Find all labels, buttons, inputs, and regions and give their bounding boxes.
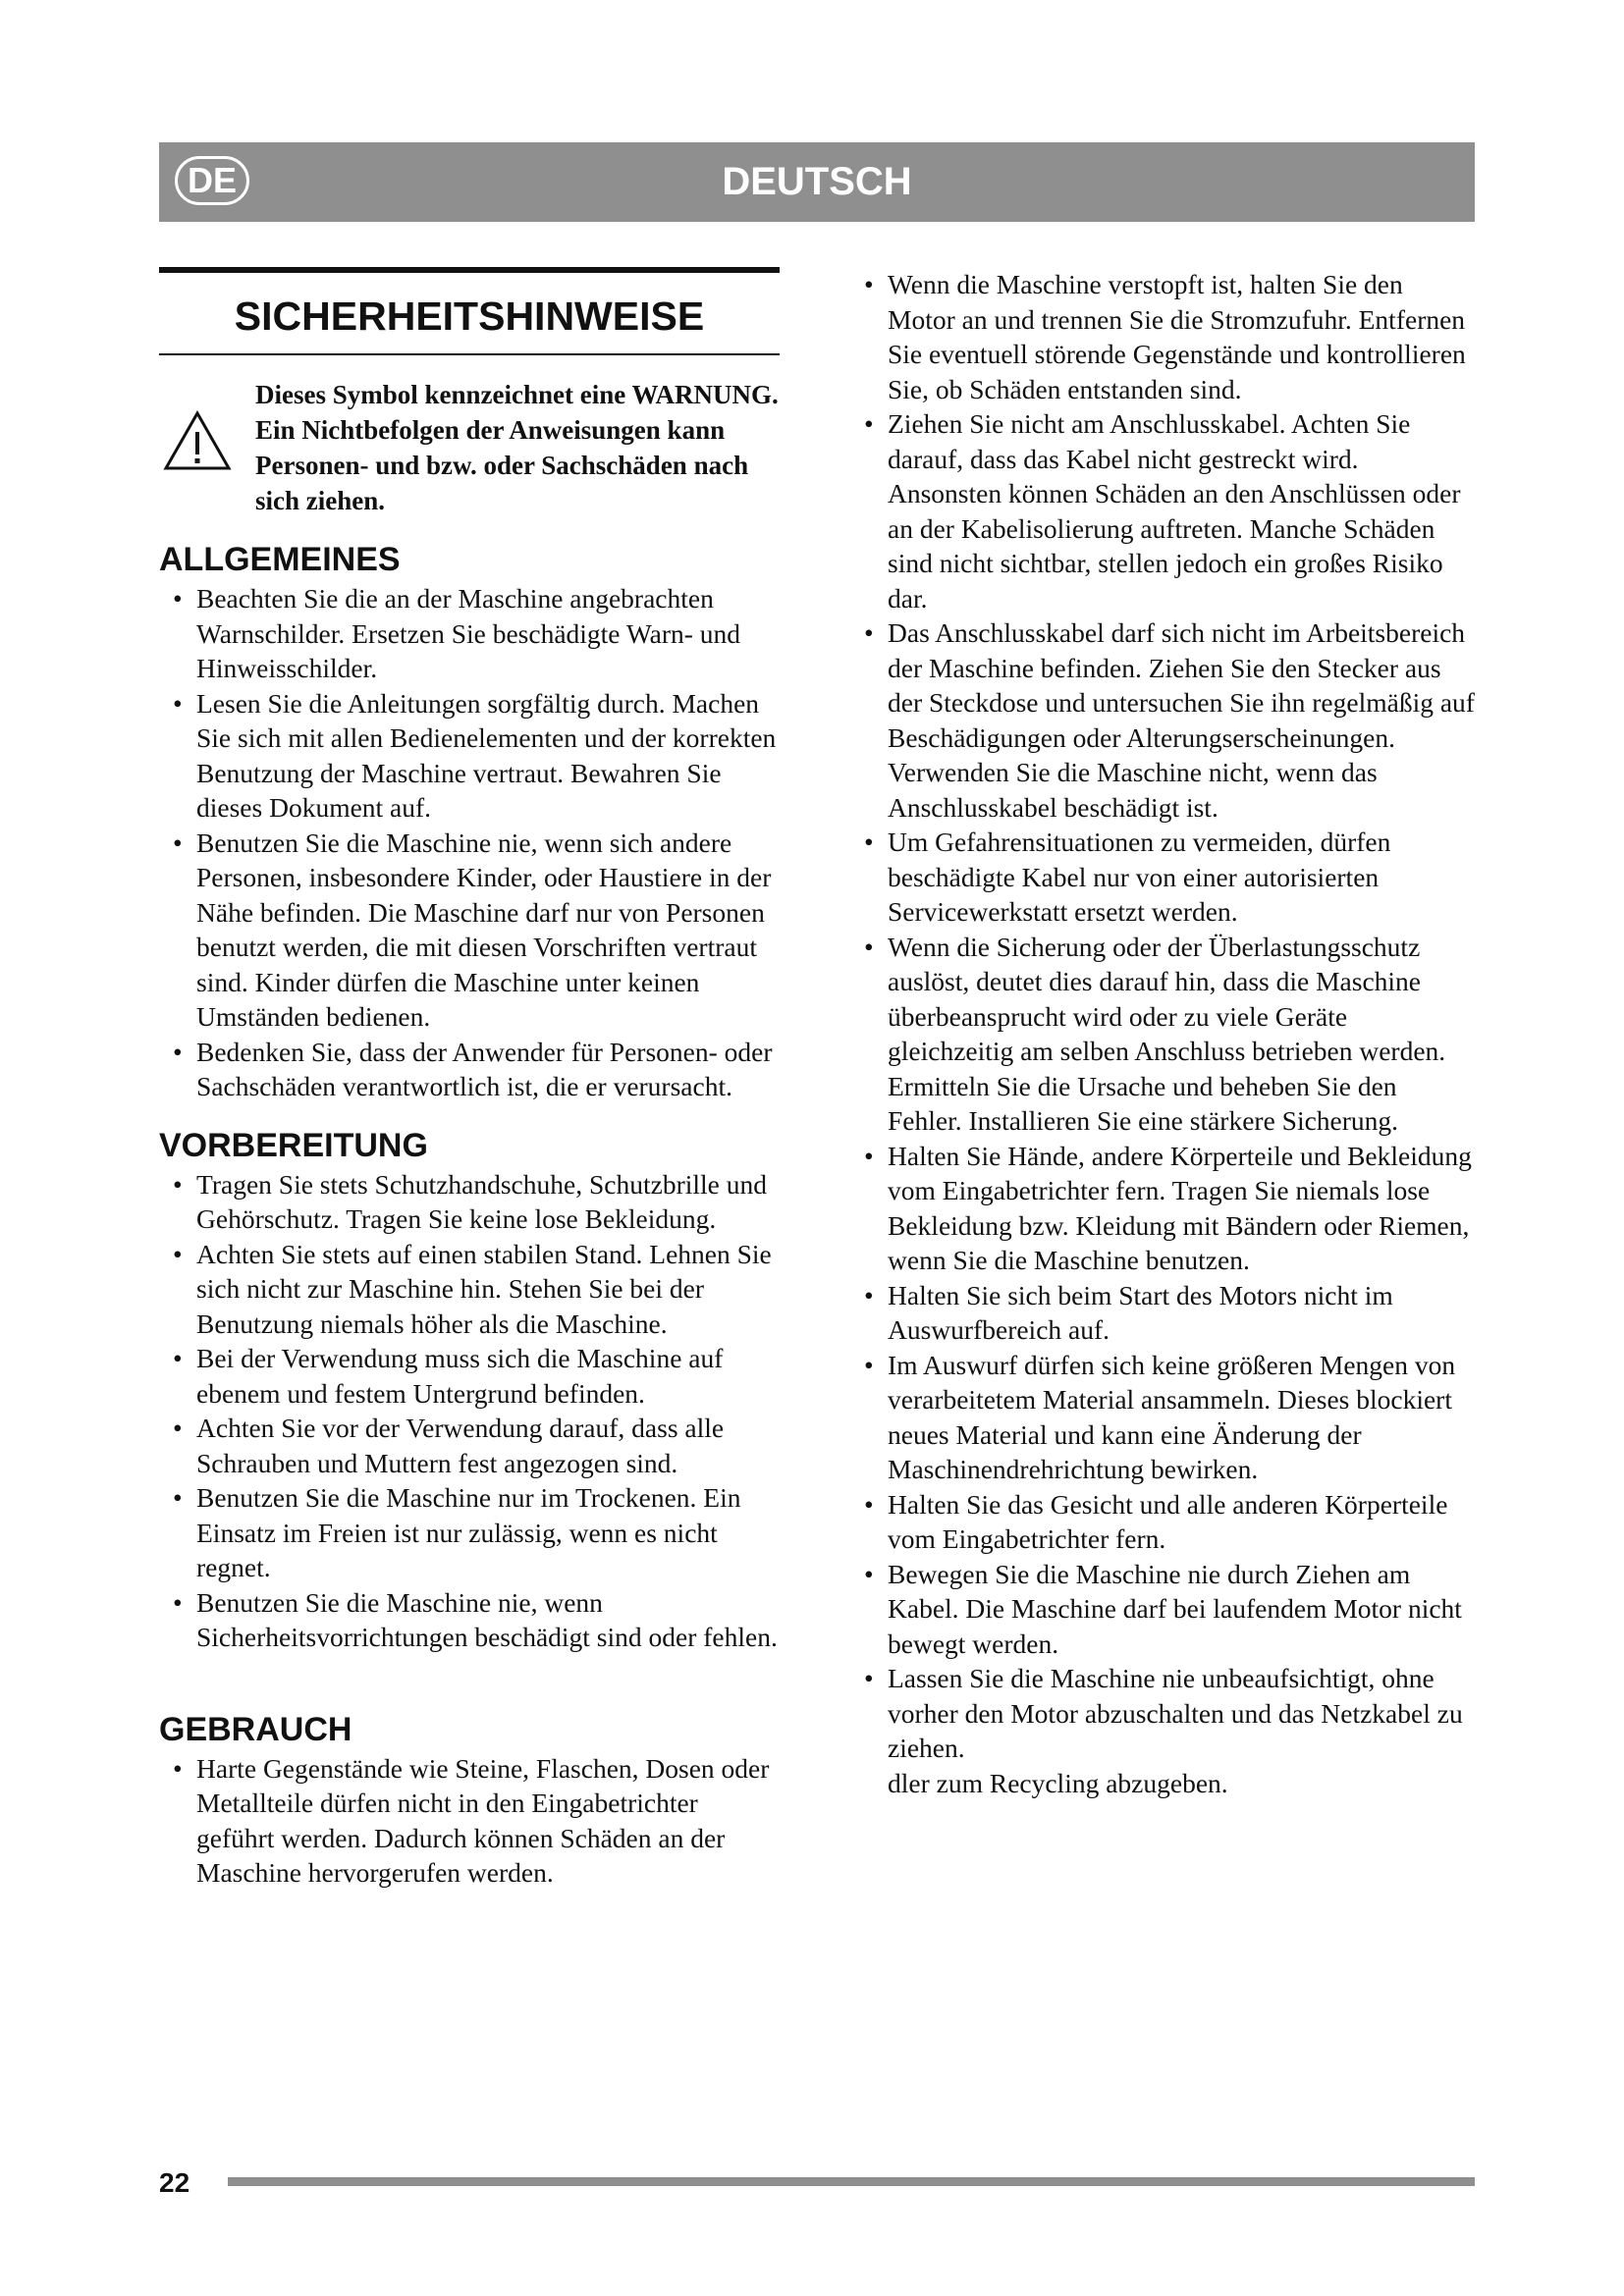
list-allgemeines: [159, 581, 780, 1104]
warning-box: [159, 377, 780, 518]
language-title: DEUTSCH: [722, 160, 912, 203]
list-item: • Um Gefahrensituationen zu vermeiden, dürfen beschädigte Kabel nur von einer autorisierten Servicewerkstatt ersetzt werden.: [850, 825, 1475, 930]
list-item: • Halten Sie das Gesicht und alle anderen Körperteile vom Eingabetrichter fern.: [850, 1487, 1475, 1557]
list-item: • Bewegen Sie die Maschine nie durch Ziehen am Kabel. Die Maschine darf bei laufendem Motor nicht bewegt werden.: [850, 1557, 1475, 1662]
language-badge: DE: [175, 156, 249, 205]
left-column: [159, 267, 780, 1891]
list-item: • Beachten Sie die an der Maschine angebrachten Warnschilder. Ersetzen Sie beschädigte Warn- und Hinweisschilder.: [159, 581, 780, 686]
warning-triangle-icon: [163, 410, 232, 471]
list-item: • Harte Gegenstände wie Steine, Flaschen, Dosen oder Metallteile dürfen nicht in den Eingabetrichter geführt werden. Dadurch können Schäden an der Maschine hervorgerufen werden.: [159, 1751, 780, 1891]
list-item: • Lesen Sie die Anleitungen sorgfältig durch. Machen Sie sich mit allen Bedienelementen und der korrekten Benutzung der Maschine vertraut. Bewahren Sie dieses Dokument auf.: [159, 686, 780, 826]
list-gebrauch-continued: [850, 267, 1475, 1800]
language-header: [159, 142, 1475, 222]
list-item: • Wenn die Maschine verstopft ist, halten Sie den Motor an und trennen Sie die Stromzufuhr. Entfernen Sie eventuell störende Gegenstände und kontrollieren Sie, ob Schäden entstanden sind.: [850, 267, 1475, 406]
list-item: • Bedenken Sie, dass der Anwender für Personen- oder Sachschäden verantwortlich ist, die er verursacht.: [159, 1035, 780, 1104]
list-item: • Ziehen Sie nicht am Anschlusskabel. Achten Sie darauf, dass das Kabel nicht gestreckt wird. Ansonsten können Schäden an den Anschlüssen oder an der Kabelisolierung auftreten. Manche Schäden sind nicht sichtbar, stellen jedoch ein großes Risiko dar.: [850, 406, 1475, 615]
list-item: • Das Anschlusskabel darf sich nicht im Arbeitsbereich der Maschine befinden. Ziehen Sie den Stecker aus der Steckdose und untersuchen Sie ihn regelmäßig auf Beschädigungen oder Alterungserscheinungen. Verwenden Sie die Maschine nicht, wenn das Anschlusskabel beschädigt ist.: [850, 615, 1475, 825]
trailing-text: dler zum Recycling abzugeben.: [888, 1767, 1228, 1798]
list-gebrauch: [159, 1751, 780, 1891]
list-item: • Im Auswurf dürfen sich keine größeren Mengen von verarbeitetem Material ansammeln. Dieses blockiert neues Material und kann eine Änderung der Maschinendrehrichtung bewirken.: [850, 1348, 1475, 1487]
page-number: 22: [159, 2167, 190, 2198]
list-item: • Lassen Sie die Maschine nie unbeaufsichtigt, ohne vorher den Motor abzuschalten und das Netzkabel zu ziehen.: [850, 1661, 1475, 1766]
list-item: • Achten Sie vor der Verwendung darauf, dass alle Schrauben und Muttern fest angezogen sind.: [159, 1411, 780, 1480]
heading-gebrauch: GEBRAUCH: [159, 1710, 352, 1748]
right-column: [850, 267, 1475, 1800]
list-item: • Tragen Sie stets Schutzhandschuhe, Schutzbrille und Gehörschutz. Tragen Sie keine lose Bekleidung.: [159, 1167, 780, 1237]
list-item: • Halten Sie Hände, andere Körperteile und Bekleidung vom Eingabetrichter fern. Tragen Sie niemals lose Bekleidung bzw. Kleidung mit Bändern oder Riemen, wenn Sie die Maschine benutzen.: [850, 1139, 1475, 1278]
heading-allgemeines: ALLGEMEINES: [159, 541, 401, 578]
warning-text: Dieses Symbol kennzeichnet eine WARNUNG. Ein Nichtbefolgen der Anweisungen kann Personen- und bzw. oder Sachschäden nach sich ziehen.: [255, 380, 779, 515]
list-vorbereitung: [159, 1167, 780, 1655]
list-item: • Achten Sie stets auf einen stabilen Stand. Lehnen Sie sich nicht zur Maschine hin. Stehen Sie bei der Benutzung niemals höher als die Maschine.: [159, 1237, 780, 1342]
list-item: • Benutzen Sie die Maschine nie, wenn sich andere Personen, insbesondere Kinder, oder Haustiere in der Nähe befinden. Die Maschine darf nur von Personen benutzt werden, die mit diesen Vorschriften vertraut sind. Kinder dürfen die Maschine unter keinen Umständen bedienen.: [159, 826, 780, 1035]
section-title: SICHERHEITSHINWEISE: [234, 294, 705, 339]
list-item: • Wenn die Sicherung oder der Überlastungsschutz auslöst, deutet dies darauf hin, dass die Maschine überbeansprucht wird oder zu viele Geräte gleichzeitig am selben Anschluss betrieben werden. Ermitteln Sie die Ursache und beheben Sie den Fehler. Installieren Sie eine stärkere Sicherung.: [850, 930, 1475, 1139]
footer-bar: [228, 2177, 1475, 2186]
list-item: • Halten Sie sich beim Start des Motors nicht im Auswurfbereich auf.: [850, 1278, 1475, 1348]
heading-vorbereitung: VORBEREITUNG: [159, 1126, 428, 1164]
list-item: • Benutzen Sie die Maschine nur im Trockenen. Ein Einsatz im Freien ist nur zulässig, wenn es nicht regnet.: [159, 1480, 780, 1585]
title-rule-top: [159, 267, 780, 273]
list-item: • Benutzen Sie die Maschine nie, wenn Sicherheitsvorrichtungen beschädigt sind oder fehlen.: [159, 1585, 780, 1655]
title-rule-bottom: [159, 353, 780, 355]
list-item: • Bei der Verwendung muss sich die Maschine auf ebenem und festem Untergrund befinden.: [159, 1341, 780, 1411]
